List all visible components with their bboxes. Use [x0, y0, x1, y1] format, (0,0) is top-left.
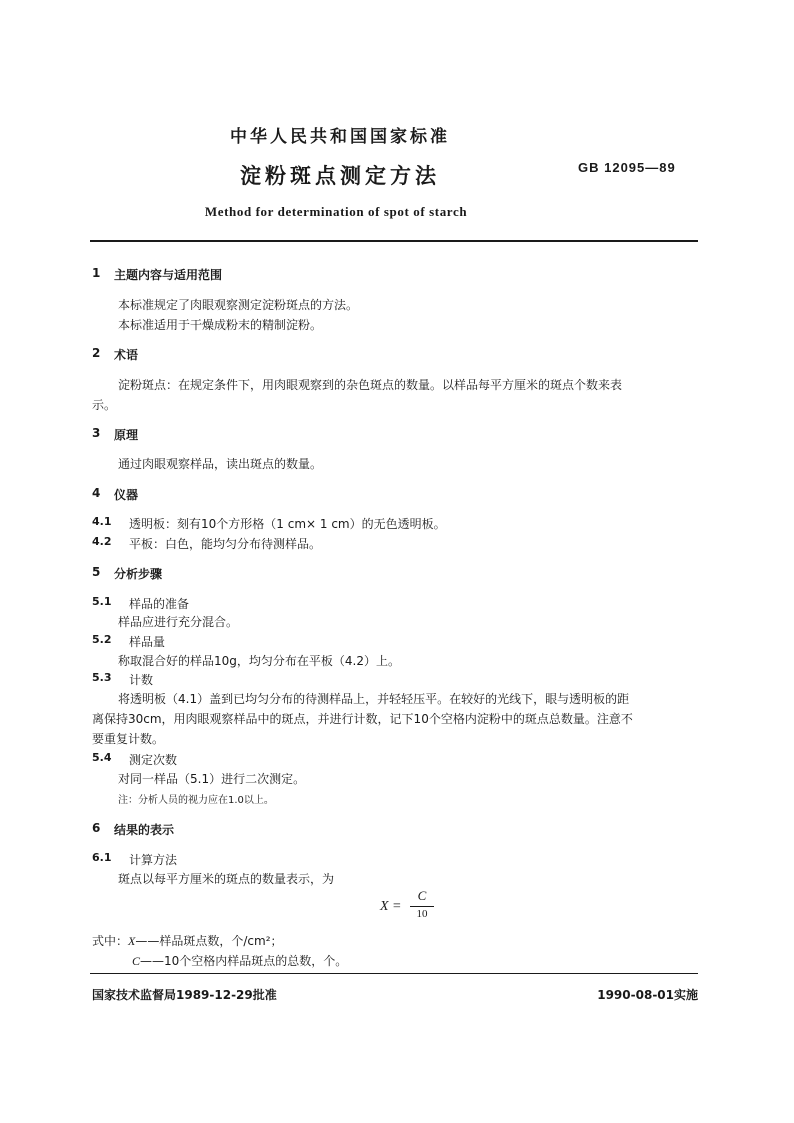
- formula-legend-c: [132, 952, 347, 969]
- clause-title: 测定次数: [129, 753, 178, 767]
- approval-date: 国家技术监督局1989-12-29批准: [92, 988, 277, 1002]
- section-title: 结果的表示: [114, 823, 175, 837]
- paragraph: 淀粉斑点：在规定条件下，用肉眼观察到的杂色斑点的数量。以样品每平方厘米的斑点个数来表: [118, 378, 623, 392]
- clause-number: 5.1: [92, 595, 112, 608]
- standard-code: GB 12095—89: [578, 160, 676, 175]
- clause-text: 平板：白色，能均匀分布待测样品。: [129, 537, 322, 551]
- clause-number: 5.2: [92, 633, 112, 646]
- clause-number: 5.3: [92, 671, 112, 684]
- section-title: 原理: [114, 428, 139, 442]
- section-title: 仪器: [114, 488, 139, 502]
- section-number: 2: [92, 346, 101, 360]
- variable-x-definition: ——样品斑点数，个/cm²；: [135, 934, 283, 948]
- paragraph: 斑点以每平方厘米的斑点的数量表示，为: [118, 872, 335, 886]
- section-number: 4: [92, 486, 101, 500]
- paragraph-continuation: 要重复计数。: [92, 732, 165, 746]
- clause-title: 计算方法: [129, 853, 178, 867]
- section-title: 分析步骤: [114, 567, 163, 581]
- fraction-bar: [410, 906, 434, 907]
- paragraph: 对同一样品（5.1）进行二次测定。: [118, 772, 306, 786]
- footer-divider: [90, 973, 698, 974]
- paragraph-continuation: 示。: [92, 398, 117, 412]
- clause-number: 5.4: [92, 751, 112, 764]
- document-title: 淀粉斑点测定方法: [240, 164, 440, 188]
- clause-number: 4.1: [92, 515, 112, 528]
- where-label: 式中：: [92, 934, 129, 948]
- paragraph: 样品应进行充分混合。: [118, 615, 239, 629]
- section-title: 主题内容与适用范围: [114, 268, 223, 282]
- clause-text: 透明板：刻有10个方形格（1 cm× 1 cm）的无色透明板。: [129, 517, 446, 531]
- effective-date: 1990-08-01实施: [597, 988, 698, 1002]
- paragraph: 通过肉眼观察样品，读出斑点的数量。: [118, 457, 323, 471]
- variable-c: C: [132, 954, 141, 968]
- section-number: 3: [92, 426, 101, 440]
- clause-number: 6.1: [92, 851, 112, 864]
- formula-numerator: C: [417, 888, 427, 903]
- section-number: 6: [92, 821, 101, 835]
- paragraph-continuation: 离保持30cm，用肉眼观察样品中的斑点，并进行计数，记下10个空格内淀粉中的斑点总数量。注意不: [92, 712, 633, 726]
- paragraph: 本标准适用于干燥成粉末的精制淀粉。: [118, 318, 323, 332]
- clause-number: 4.2: [92, 535, 112, 548]
- section-title: 术语: [114, 348, 139, 362]
- section-number: 5: [92, 565, 101, 579]
- clause-title: 样品量: [129, 635, 166, 649]
- section-number: 1: [92, 266, 101, 280]
- formula-denominator: 10: [416, 908, 428, 920]
- paragraph: 称取混合好的样品10g，均匀分布在平板（4.2）上。: [118, 654, 400, 668]
- paragraph: 将透明板（4.1）盖到已均匀分布的待测样品上，并轻轻压平。在较好的光线下，眼与透明板的距: [118, 692, 630, 706]
- formula-lhs: X =: [380, 899, 402, 914]
- paragraph: 本标准规定了肉眼观察测定淀粉斑点的方法。: [118, 298, 359, 312]
- note: 注：分析人员的视力应在1.0以上。: [118, 795, 274, 806]
- english-title: Method for determination of spot of starch: [204, 204, 468, 219]
- variable-x: X: [128, 934, 136, 948]
- clause-title: 样品的准备: [129, 597, 190, 611]
- clause-title: 计数: [129, 673, 154, 687]
- variable-c-definition: ——10个空格内样品斑点的总数，个。: [140, 954, 348, 968]
- formula-legend-x: [92, 932, 283, 949]
- header-divider: [90, 240, 698, 242]
- national-standard-heading: 中华人民共和国国家标准: [230, 127, 450, 147]
